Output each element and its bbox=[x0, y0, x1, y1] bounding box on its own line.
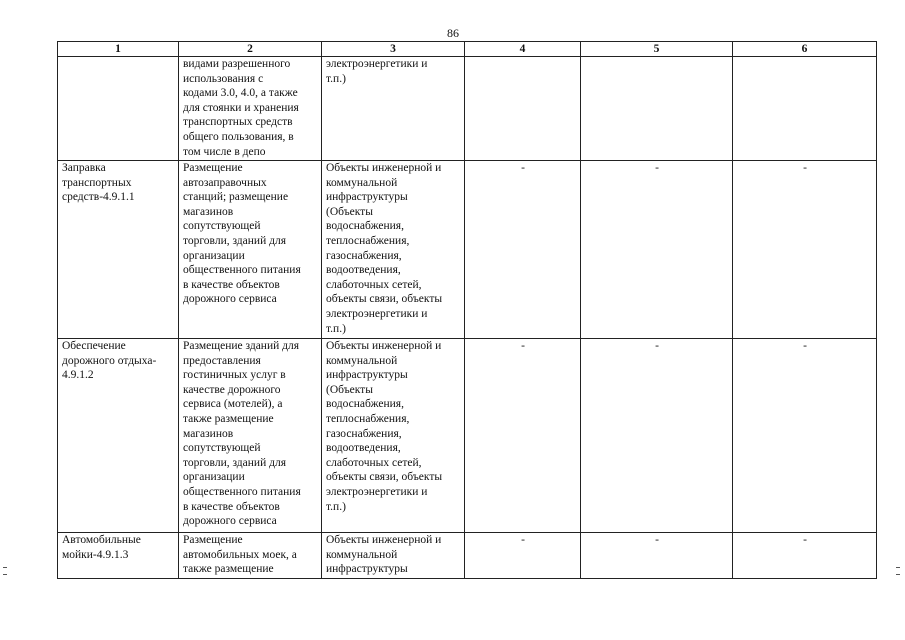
row-1-col-5 bbox=[581, 57, 733, 161]
row-4-col-4: - bbox=[465, 533, 581, 579]
table-row bbox=[58, 161, 877, 339]
row-3-auxiliary-objects: Объекты инженерной и коммунальной инфраструктуры (Объекты водоснабжения, теплоснабжения, газоснабжения, водоотведения, слаботочных сетей, объекты связи, объекты электроэнергетики и т.п.) bbox=[322, 339, 465, 533]
column-header-5: 5 bbox=[581, 42, 733, 57]
row-1-auxiliary-objects: электроэнергетики и т.п.) bbox=[322, 57, 465, 161]
column-header-1: 1 bbox=[58, 42, 179, 57]
column-header-6: 6 bbox=[733, 42, 877, 57]
table-row bbox=[58, 57, 877, 161]
row-3-col-4: - bbox=[465, 339, 581, 533]
row-3-use-name: Обеспечение дорожного отдыха- 4.9.1.2 bbox=[58, 339, 179, 533]
row-4-description: Размещение автомобильных моек, а также размещение bbox=[179, 533, 322, 579]
column-header-3: 3 bbox=[322, 42, 465, 57]
row-1-col-4 bbox=[465, 57, 581, 161]
page-number: 86 bbox=[447, 26, 459, 40]
row-1-description: видами разрешенного использования с кодами 3.0, 4.0, а также для стоянки и хранения транспортных средств общего пользования, в том числе в депо bbox=[179, 57, 322, 161]
zoning-table bbox=[57, 41, 877, 579]
row-2-col-6: - bbox=[733, 161, 877, 339]
row-4-col-5: - bbox=[581, 533, 733, 579]
row-1-col-6 bbox=[733, 57, 877, 161]
row-4-col-6: - bbox=[733, 533, 877, 579]
row-2-description: Размещение автозаправочных станций; размещение магазинов сопутствующей торговли, зданий для организации общественного питания в качестве объектов дорожного сервиса bbox=[179, 161, 322, 339]
row-2-use-name: Заправка транспортных средств-4.9.1.1 bbox=[58, 161, 179, 339]
row-3-description: Размещение зданий для предоставления гостиничных услуг в качестве дорожного сервиса (мотелей), а также размещение магазинов сопутствующей торговли, зданий для организации общественного питания в качестве объектов дорожного сервиса bbox=[179, 339, 322, 533]
row-4-use-name: Автомобильные мойки-4.9.1.3 bbox=[58, 533, 179, 579]
row-3-col-6: - bbox=[733, 339, 877, 533]
column-header-4: 4 bbox=[465, 42, 581, 57]
table-row bbox=[58, 339, 877, 533]
row-2-auxiliary-objects: Объекты инженерной и коммунальной инфраструктуры (Объекты водоснабжения, теплоснабжения, газоснабжения, водоотведения, слаботочных сетей, объекты связи, объекты электроэнергетики и т.п.) bbox=[322, 161, 465, 339]
column-header-2: 2 bbox=[179, 42, 322, 57]
row-1-use-name bbox=[58, 57, 179, 161]
table-row bbox=[58, 533, 877, 579]
right-edge-mark bbox=[896, 567, 900, 575]
table-header-row bbox=[58, 42, 877, 57]
row-3-col-5: - bbox=[581, 339, 733, 533]
row-2-col-4: - bbox=[465, 161, 581, 339]
left-edge-mark bbox=[3, 567, 7, 575]
row-2-col-5: - bbox=[581, 161, 733, 339]
row-4-auxiliary-objects: Объекты инженерной и коммунальной инфраструктуры bbox=[322, 533, 465, 579]
